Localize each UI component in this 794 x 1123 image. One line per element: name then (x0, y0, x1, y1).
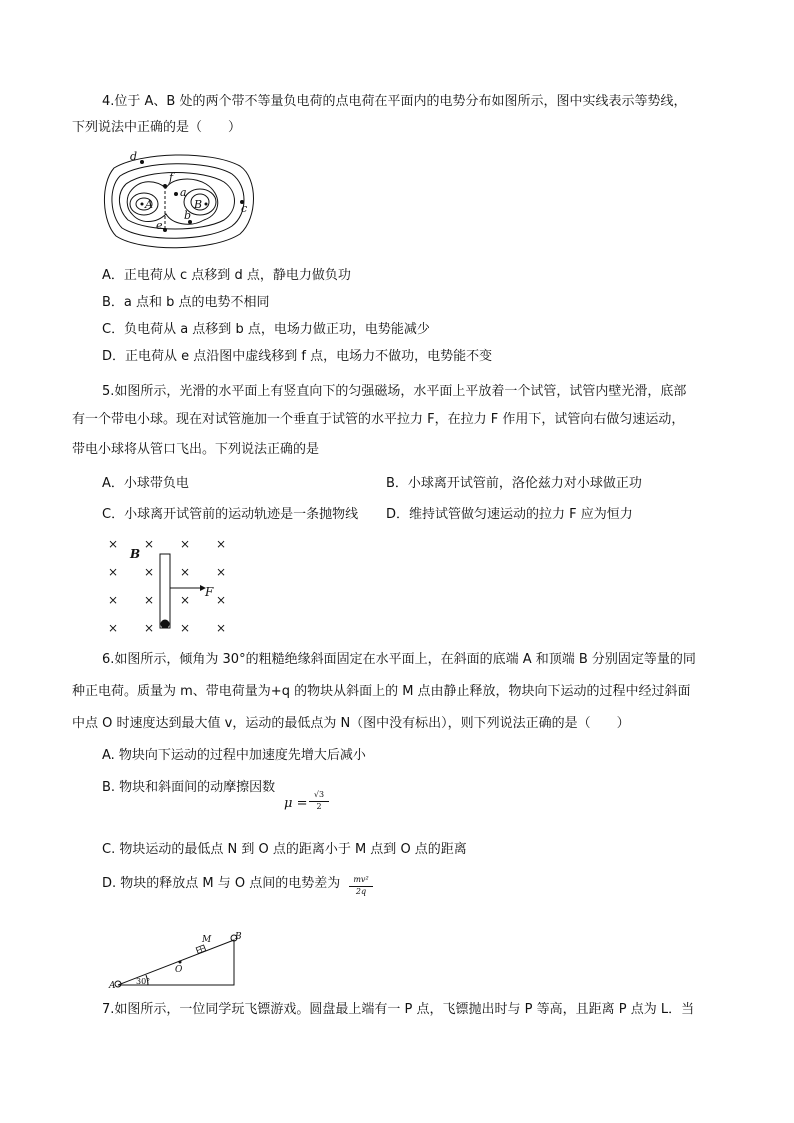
q5-force-arrow (170, 585, 214, 599)
q5-cross: × (143, 593, 155, 607)
q4-stem-line2: 下列说法中正确的是（ ） (72, 120, 242, 135)
q4-label-e: e (156, 219, 163, 232)
q6-label-angle: 30° (136, 977, 151, 986)
q6-stem-line1: 6.如图所示，倾角为 30°的粗糙绝缘斜面固定在水平面上，在斜面的底端 A 和顶端 B 分别固定等量的同 (102, 652, 696, 667)
q4-stem-line1: 4.位于 A、B 处的两个带不等量负电荷的点电荷在平面内的电势分布如图所示，图中实线表示等势线， (102, 94, 687, 109)
q4-option-a[interactable]: A．正电荷从 c 点移到 d 点，静电力做负功 (102, 268, 351, 283)
q7-stem-line1: 7.如图所示，一位同学玩飞镖游戏。圆盘最上端有一 P 点，飞镖抛出时与 P 等高，且距离 P 点为 L．当 (102, 1002, 695, 1017)
q5-stem-line3: 带电小球将从管口飞出。下列说法正确的是 (72, 442, 320, 457)
q6-option-a[interactable]: A. 物块向下运动的过程中加速度先增大后减小 (102, 748, 366, 763)
q5-test-tube (160, 554, 170, 629)
q5-cross: × (215, 565, 227, 579)
q5-stem-line1: 5.如图所示，光滑的水平面上有竖直向下的匀强磁场，水平面上平放着一个试管，试管内壁光滑，底部 (102, 384, 687, 399)
q4-label-b: b (184, 209, 192, 222)
q6-option-d-den: 2q (355, 886, 367, 896)
q5-magnetic-field-figure (104, 532, 234, 640)
q5-label-F: F (205, 585, 214, 599)
q5-label-B: B (130, 547, 141, 561)
q4-label-a: a (180, 186, 187, 199)
q6-option-b-den: 2 (316, 801, 322, 811)
q4-label-c: c (241, 202, 248, 215)
q5-cross: × (143, 565, 155, 579)
q4-label-B: B (194, 198, 203, 211)
q6-option-d[interactable]: D. 物块的释放点 M 与 O 点间的电势差为 (102, 876, 341, 891)
q5-cross: × (179, 593, 191, 607)
q5-option-b[interactable]: B．小球离开试管前，洛伦兹力对小球做正功 (386, 476, 642, 491)
q4-label-A: A (145, 198, 153, 211)
q5-option-d[interactable]: D．维持试管做匀速运动的拉力 F 应为恒力 (386, 507, 633, 522)
q6-option-b[interactable]: B. 物块和斜面间的动摩擦因数 (102, 780, 276, 795)
q6-incline-figure (110, 928, 250, 992)
q5-cross: × (215, 621, 227, 635)
q5-cross: × (215, 537, 227, 551)
q6-option-b-fraction (309, 791, 329, 812)
q5-stem-line2: 有一个带电小球。现在对试管施加一个垂直于试管的水平拉力 F，在拉力 F 作用下，试管向右做匀速运动， (72, 412, 685, 427)
q6-option-d-num: mv² (353, 875, 369, 884)
q6-block-M (196, 945, 206, 953)
q5-cross: × (179, 565, 191, 579)
q6-label-A: A (109, 981, 116, 991)
q6-stem-line3: 中点 O 时速度达到最大值 v，运动的最低点为 N（图中没有标出），则下列说法正确的是（ ） (72, 716, 630, 731)
q5-cross: × (179, 621, 191, 635)
q6-option-d-fraction (349, 876, 373, 897)
q5-cross: × (107, 565, 119, 579)
q6-option-c[interactable]: C. 物块运动的最低点 N 到 O 点的距离小于 M 点到 O 点的距离 (102, 842, 467, 857)
q6-label-M: M (202, 935, 212, 945)
q5-cross: × (107, 537, 119, 551)
q5-cross: × (215, 593, 227, 607)
q4-option-b[interactable]: B．a 点和 b 点的电势不相同 (102, 295, 270, 310)
q5-cross: × (143, 621, 155, 635)
q6-stem-line2: 种正电荷。质量为 m、带电荷量为+q 的物块从斜面上的 M 点由静止释放，物块向下运动的过程中经过斜面 (72, 684, 691, 699)
q4-option-d[interactable]: D．正电荷从 e 点沿图中虚线移到 f 点，电场力不做功，电势能不变 (102, 349, 493, 364)
q6-label-O: O (175, 965, 183, 975)
q6-label-B: B (235, 932, 242, 942)
q5-cross: × (107, 621, 119, 635)
q4-label-f: f (169, 171, 174, 184)
q5-cross: × (179, 537, 191, 551)
q5-option-c[interactable]: C．小球离开试管前的运动轨迹是一条抛物线 (102, 507, 359, 522)
q6-option-b-num: √3 (313, 790, 325, 799)
q5-cross: × (107, 593, 119, 607)
q4-label-d: d (130, 150, 138, 163)
q4-equipotential-figure (100, 148, 260, 254)
q5-option-a[interactable]: A．小球带负电 (102, 476, 189, 491)
q5-cross: × (143, 537, 155, 551)
q6-option-b-mu: μ = (284, 796, 308, 811)
q4-option-c[interactable]: C．负电荷从 a 点移到 b 点，电场力做正功，电势能减少 (102, 322, 430, 337)
